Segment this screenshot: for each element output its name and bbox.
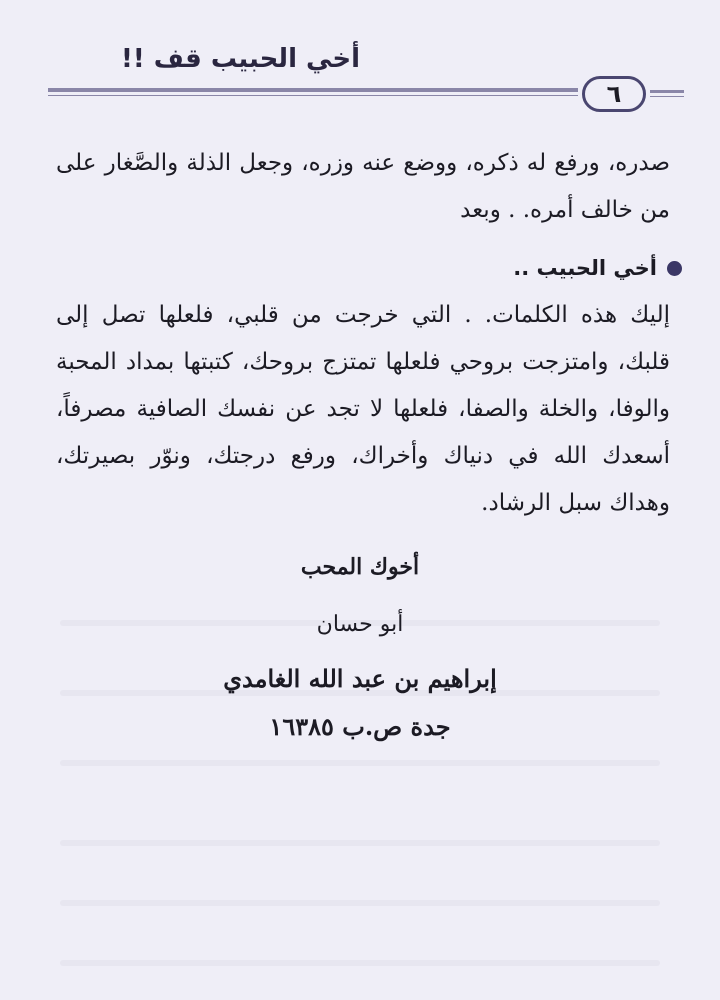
- letter-paragraph: إليك هذه الكلمات. . التي خرجت من قلبي، فلعلها تصل إلى قلبك، وامتزجت بروحي فلعلها تمتزج بروحك، كتبتها بمداد المحبة والوفا، والخلة والصفا، فلعلها لا تجد عن نفسك الصافية مصرفاً، أسعدك الله في دنياك وأخراك، ورفع درجتك، ونوّر بصيرتك، وهداك سبل الرشاد.: [56, 302, 670, 516]
- running-header-title: أخي الحبيب قف !!: [121, 44, 360, 74]
- letter-paragraph-block: [56, 292, 670, 527]
- bleed-through-line: [60, 760, 660, 766]
- signature-kunya: أبو حسان: [316, 612, 404, 637]
- header-rule-short: [650, 90, 684, 97]
- header-rule: [48, 88, 578, 96]
- signature-address: جدة ص.ب ١٦٣٨٥: [269, 712, 451, 741]
- signature-name: إبراهيم بن عبد الله الغامدي: [223, 664, 497, 693]
- intro-paragraph-block: [56, 140, 670, 234]
- bullet-icon: [667, 261, 682, 276]
- section-heading: [300, 256, 682, 280]
- signature-closing: أخوك المحب: [300, 554, 420, 580]
- intro-paragraph: صدره، ورفع له ذكره، ووضع عنه وزره، وجعل الذلة والصَّغار على من خالف أمره. . وبعد: [56, 150, 670, 223]
- bleed-through-line: [60, 960, 660, 966]
- bleed-through-line: [60, 900, 660, 906]
- section-heading-text: أخي الحبيب ..: [513, 256, 657, 280]
- bleed-through-line: [60, 840, 660, 846]
- page-number: ٦: [582, 76, 646, 112]
